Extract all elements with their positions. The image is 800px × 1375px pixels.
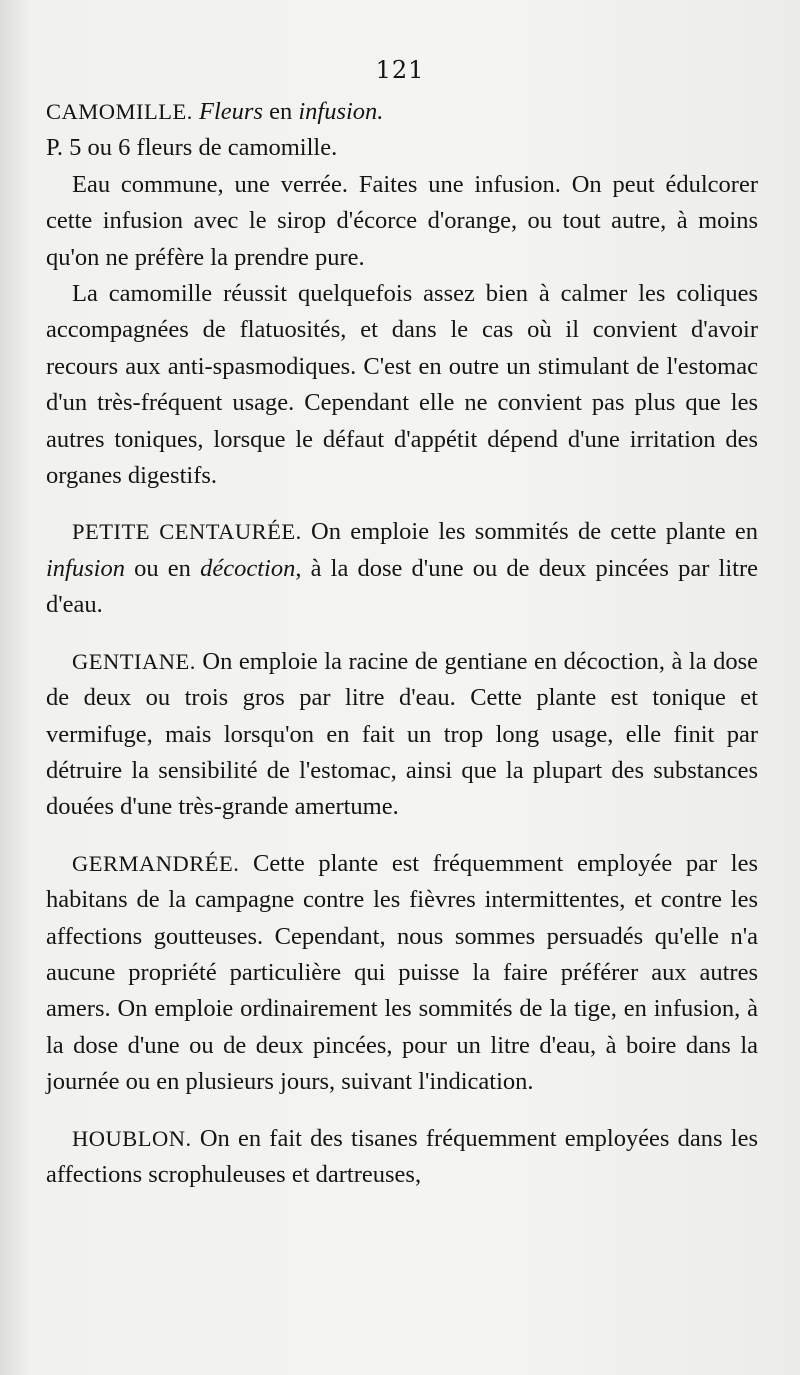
houblon-paragraph bbox=[46, 1121, 758, 1194]
petite-centauree-infusion: infusion bbox=[46, 554, 125, 582]
gentiane-paragraph bbox=[46, 644, 758, 826]
camomille-subtitle-3: infusion. bbox=[298, 98, 384, 125]
germandree-text: Cette plante est fréquemment employée par les habitans de la campagne contre les fièvres intermittentes, et contre les affections goutteuses. Cependant, nous sommes persuadés qu'elle n'a aucune propriété particulière qui puisse la faire préférer aux autres amers. On emploie ordinairement les sommités de la tige, en infusion, à la dose d'une ou de deux pincées, pour un litre d'eau, à boire dans la journée ou en plusieurs jours, suivant l'indication. bbox=[46, 849, 758, 1096]
houblon-heading: HOUBLON. bbox=[72, 1125, 192, 1151]
page-text bbox=[46, 94, 758, 1193]
petite-centauree-text-1: On emploie les sommités de cette plante en bbox=[301, 518, 758, 546]
camomille-recipe: P. 5 ou 6 fleurs de camomille. bbox=[46, 134, 338, 162]
petite-centauree-paragraph bbox=[46, 514, 758, 623]
germandree-heading: GERMANDRÉE. bbox=[72, 850, 240, 876]
petite-centauree-heading: PETITE CENTAURÉE. bbox=[72, 519, 302, 545]
gentiane-text: On emploie la racine de gentiane en décoction, à la dose de deux ou trois gros par litre d'eau. Cette plante est tonique et vermifuge, mais lorsqu'on en fait un trop long usage, elle finit par détruire la sensibilité de l'estomac, ainsi que la plupart des substances douées d'une très-grande amertume. bbox=[46, 647, 758, 821]
germandree-paragraph bbox=[46, 846, 758, 1101]
houblon-text: On en fait des tisanes fréquemment employées dans les affections scrophuleuses et dartreuses, bbox=[46, 1124, 758, 1188]
camomille-subtitle-1: Fleurs bbox=[199, 98, 263, 125]
gentiane-heading: GENTIANE. bbox=[72, 648, 196, 674]
camomille-heading: CAMOMILLE. bbox=[46, 99, 193, 124]
petite-centauree-decoction: décoction bbox=[200, 554, 296, 582]
camomille-paragraph-2: La camomille réussit quelquefois assez bien à calmer les coliques accompagnées de flatuosités, et dans le cas où il convient d'avoir recours aux anti-spasmodiques. C'est en outre un stimulant de l'estomac d'un très-fréquent usage. Cependant elle ne convient pas plus que les autres toniques, lorsque le défaut d'appétit dépend d'une irritation des organes digestifs. bbox=[46, 280, 758, 490]
petite-centauree-text-2: ou en bbox=[124, 554, 201, 582]
petite-centauree-text-3: , à la dose d'une ou de deux pincées par litre d'eau. bbox=[46, 554, 759, 619]
camomille-subtitle-2: en bbox=[262, 98, 299, 125]
camomille-paragraph-1: Eau commune, une verrée. Faites une infusion. On peut édulcorer cette infusion avec le sirop d'écorce d'orange, ou tout autre, à moins qu'on ne préfère la prendre pure. bbox=[46, 170, 758, 271]
page-number: 121 bbox=[375, 56, 425, 84]
camomille-title bbox=[46, 94, 758, 130]
